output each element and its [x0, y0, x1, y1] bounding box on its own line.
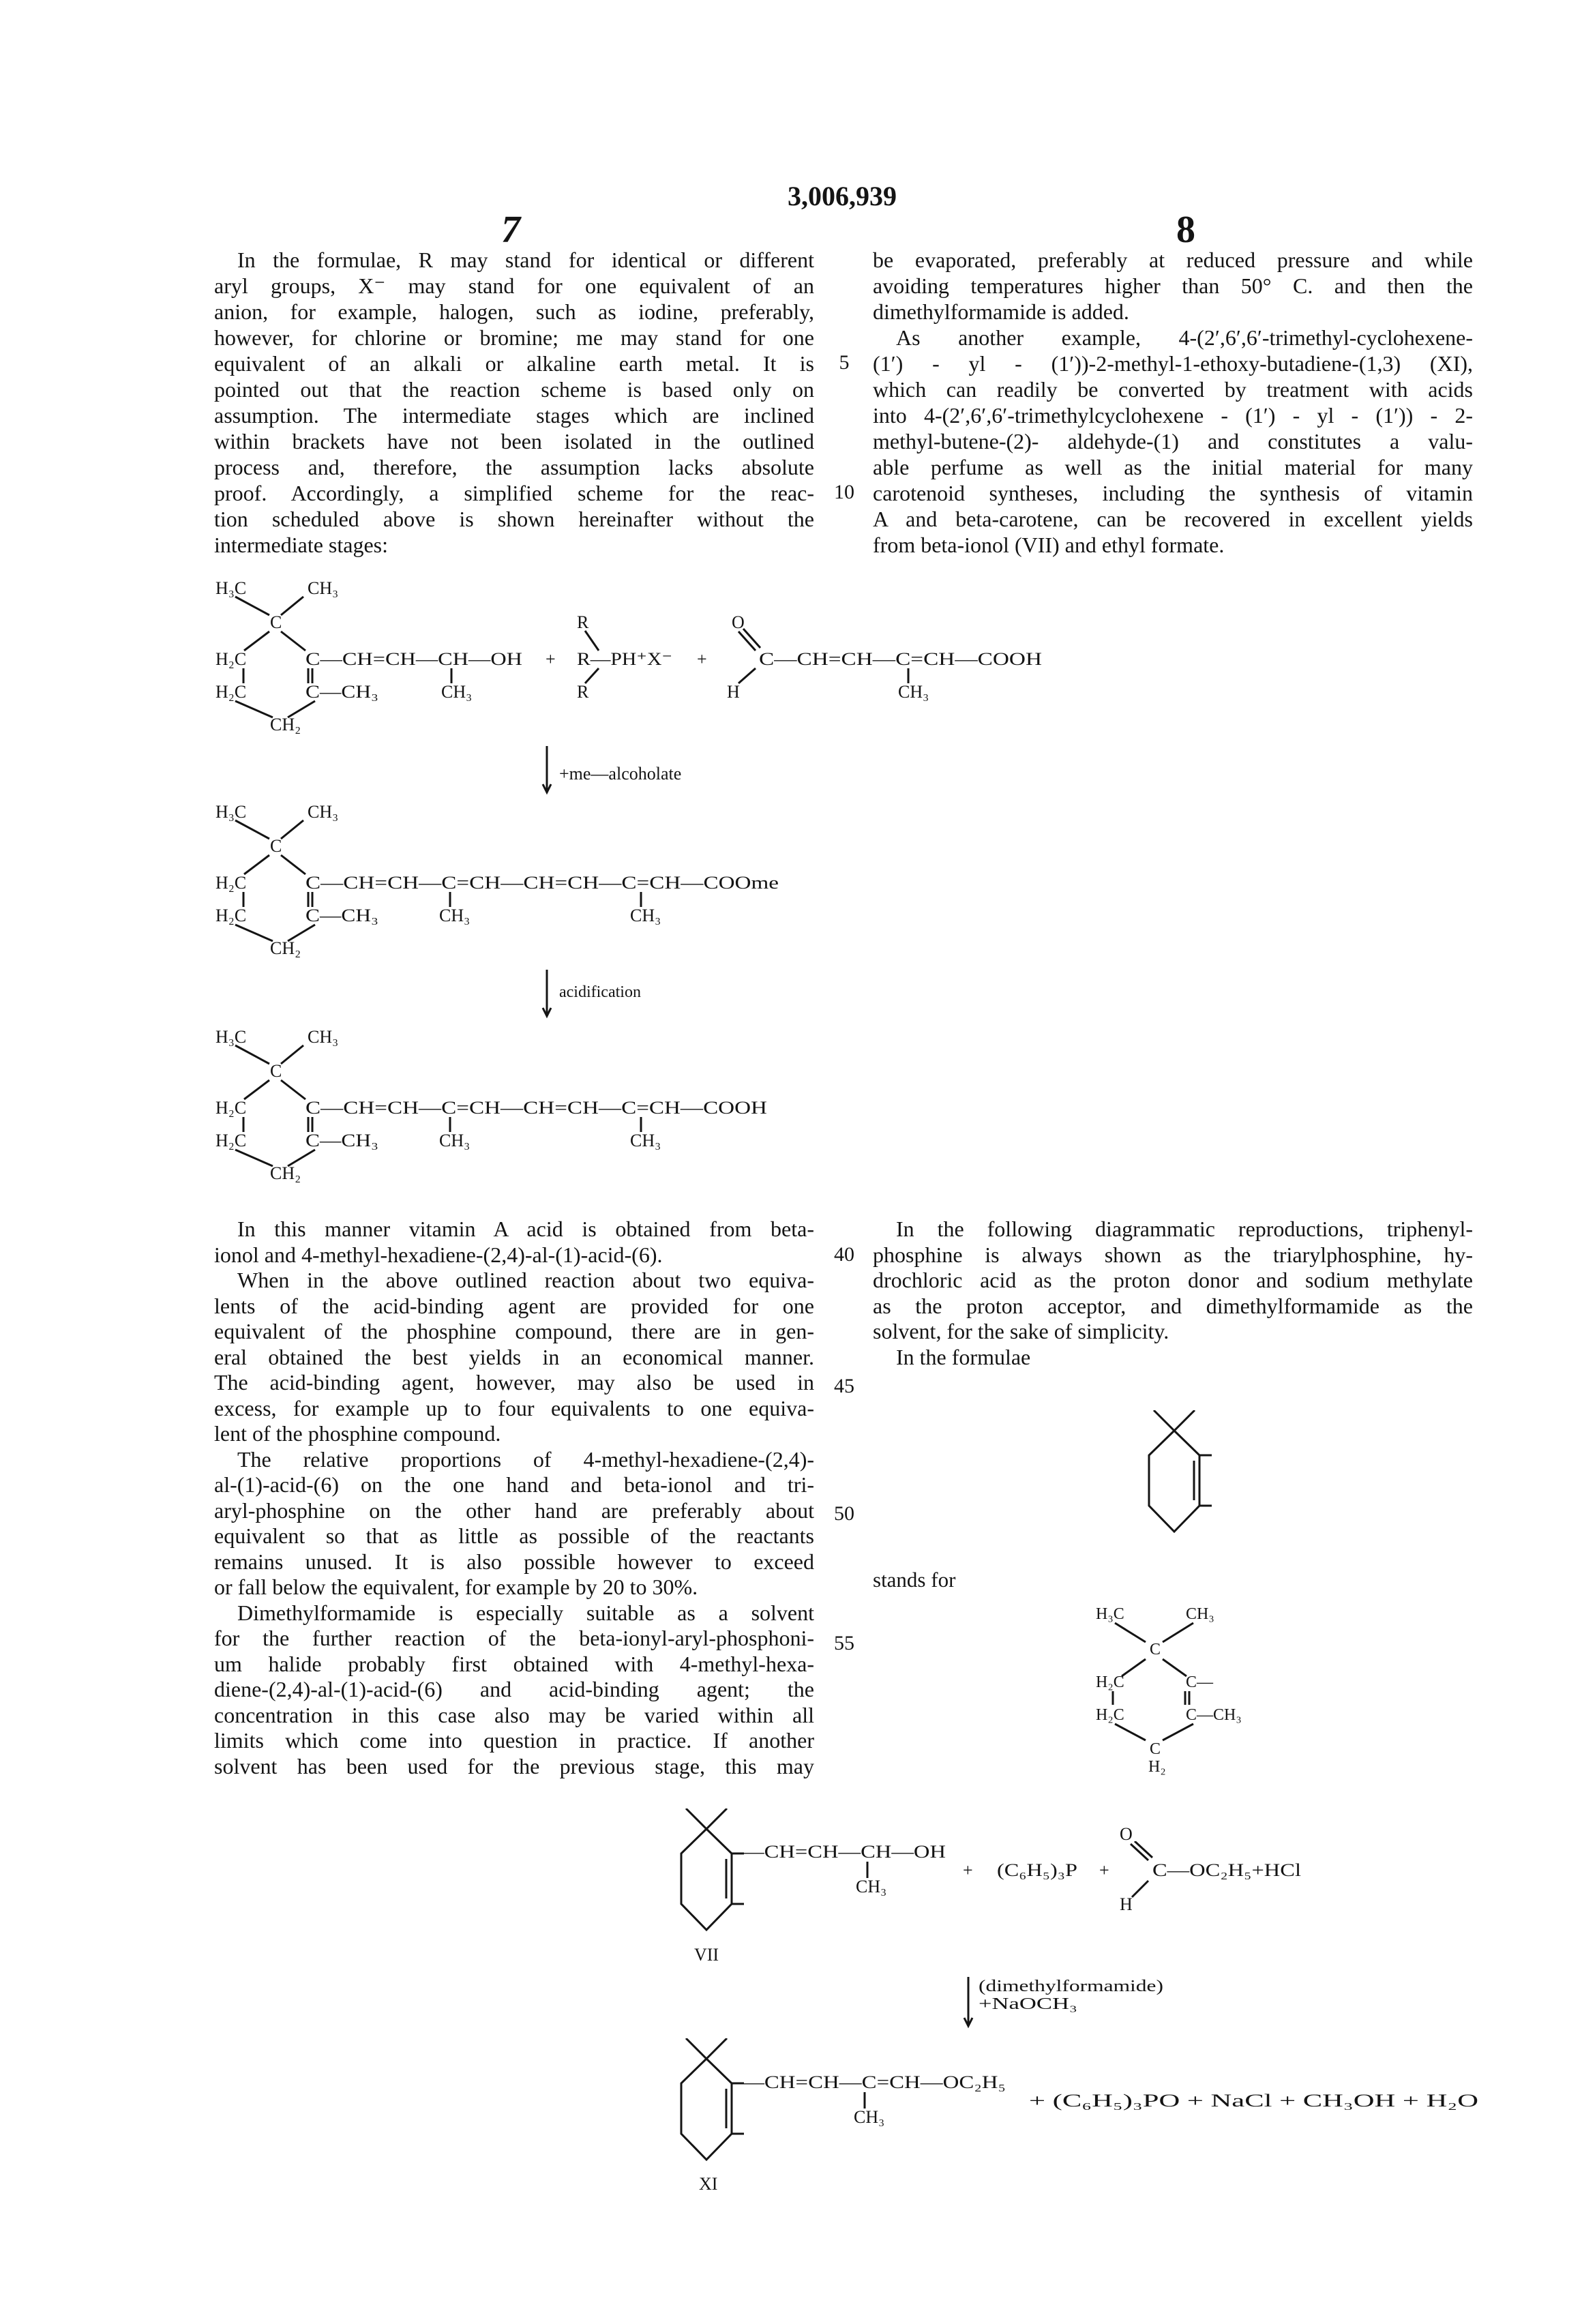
text-line: proof. Accordingly, a simplified scheme for the reac- [214, 480, 814, 506]
ring-ch2-upper: H₂C [1096, 1672, 1124, 1693]
text-line: methyl-butene-(2)- aldehyde-(1) and constitutes a valu- [873, 428, 1473, 454]
phosphonium-salt: R—PH⁺X⁻ [577, 649, 672, 670]
compound-label-xi: XI [699, 2174, 717, 2194]
reaction-arrow-3 [958, 1974, 979, 2036]
text-line: lent of the phosphine compound. [214, 1421, 814, 1447]
ester-polyene-chain: C—CH=CH—C=CH—CH=CH—C=CH—COOme [305, 873, 779, 893]
patent-page [0, 0, 1582, 2324]
text-line: In the formulae [873, 1345, 1473, 1371]
text-line: equivalent of an alkali or alkaline earth metal. It is [214, 351, 814, 376]
gem-methyl-left: H₃C [215, 802, 246, 822]
plus-sign: + [1099, 1860, 1109, 1881]
text-line: or fall below the equivalent, for example by 20 to 30%. [214, 1575, 814, 1600]
ethyl-formate-hcl: C—OC₂H₅+HCl [1152, 1860, 1301, 1881]
text-line: drochloric acid as the proton donor and sodium methylate [873, 1268, 1473, 1294]
ring-ch2-upper: H₂C [215, 1098, 246, 1118]
text-line: be evaporated, preferably at reduced pressure and while [873, 247, 1473, 273]
acid-polyene-chain: C—CH=CH—C=CH—CH=CH—C=CH—COOH [305, 1098, 767, 1118]
beta-ionol-methyl: CH₃ [856, 1877, 886, 1897]
chain-methyl-1: CH₃ [439, 906, 470, 926]
aldehyde-acid-chain: C—CH=CH—C=CH—COOH [759, 649, 1042, 670]
text-line: diene-(2,4)-al-(1)-acid-(6) and acid-binding agent; the [214, 1677, 814, 1703]
text-line: remains unused. It is also possible however to exceed [214, 1549, 814, 1575]
compound-label-vii: VII [694, 1945, 719, 1965]
ring-bottom-hydrogens: H₂ [1148, 1757, 1166, 1777]
aryl-r-bottom: R [577, 682, 588, 702]
line-number-40: 40 [831, 1243, 858, 1266]
text-line: avoiding temperatures higher than 50° C. and then the [873, 273, 1473, 299]
text-line: concentration in this case also may be varied within all [214, 1703, 814, 1729]
text-line: um halide probably first obtained with 4-methyl-hexa- [214, 1652, 814, 1678]
ring-ch2-lower: H₂C [215, 906, 246, 926]
plus-sign: + [963, 1860, 973, 1881]
text-line: intermediate stages: [214, 532, 814, 558]
text-line: (1′) - yl - (1′))-2-methyl-1-ethoxy-butadiene-(1,3) (XI), [873, 351, 1473, 376]
text-line: as the proton acceptor, and dimethylformamide as the [873, 1294, 1473, 1320]
reagent-alcoholate: +me—alcoholate [559, 764, 681, 784]
gem-methyl-left: H₃C [215, 1027, 246, 1047]
formate-hydrogen: H [1120, 1894, 1133, 1915]
text-line: into 4-(2′,6′,6′-trimethylcyclohexene - (1′) - yl - (1′)) - 2- [873, 402, 1473, 428]
text-line: process and, therefore, the assumption lacks absolute [214, 454, 814, 480]
triphenylphosphine: (C₆H₅)₃P [997, 1860, 1077, 1881]
text-line: A and beta-carotene, can be recovered in excellent yields [873, 506, 1473, 532]
text-line: within brackets have not been isolated in the outlined [214, 428, 814, 454]
gem-methyl-right: CH₃ [308, 578, 338, 599]
left-column-top [214, 247, 814, 558]
patent-number: 3,006,939 [788, 180, 897, 212]
text-line: In this manner vitamin A acid is obtained from beta- [214, 1217, 814, 1242]
ring-ch2-upper: H₂C [215, 649, 246, 670]
chain-methyl-1: CH₃ [439, 1131, 470, 1151]
plus-sign: + [546, 649, 556, 670]
xi-methyl: CH₃ [854, 2107, 884, 2128]
ring-c-bond: C— [1186, 1672, 1213, 1693]
formate-oxygen: O [1120, 1824, 1133, 1845]
plus-sign: + [697, 649, 707, 670]
expanded-ring-bonds [1064, 1589, 1268, 1780]
ring-c-methyl: C—CH₃ [305, 1131, 378, 1151]
aryl-r-top: R [577, 612, 588, 633]
right-page-number: 8 [1176, 208, 1195, 252]
text-line: which can readily be converted by treatment with acids [873, 376, 1473, 402]
ring-ch2-bottom: CH₂ [270, 938, 301, 959]
line-number-10: 10 [831, 481, 858, 504]
left-column-bottom [214, 1217, 814, 1779]
text-line: solvent, for the sake of simplicity. [873, 1319, 1473, 1345]
gem-methyl-right: CH₃ [1186, 1604, 1214, 1624]
base-sodium-methylate: +NaOCH₃ [979, 1994, 1077, 2014]
ring-bottom-carbon: C [1150, 1739, 1161, 1759]
text-line: lents of the acid-binding agent are provided for one [214, 1294, 814, 1320]
gem-methyl-right: CH₃ [308, 802, 338, 822]
quaternary-carbon: C [270, 612, 282, 633]
line-number-50: 50 [831, 1502, 858, 1525]
text-line: In the following diagrammatic reproductions, triphenyl- [873, 1217, 1473, 1242]
ring-c-methyl: C—CH₃ [1186, 1705, 1242, 1725]
text-line: aryl groups, X⁻ may stand for one equivalent of an [214, 273, 814, 299]
text-line: The acid-binding agent, however, may also be used in [214, 1370, 814, 1396]
line-number-55: 55 [831, 1632, 858, 1655]
acid-methyl: CH₃ [898, 682, 929, 702]
gem-methyl-right: CH₃ [308, 1027, 338, 1047]
text-line: dimethylformamide is added. [873, 299, 1473, 325]
beta-ionol-ring-icon [675, 1808, 745, 1931]
text-line: from beta-ionol (VII) and ethyl formate. [873, 532, 1473, 558]
ring-ch2-lower: H₂C [1096, 1705, 1124, 1725]
text-line: aryl-phosphine on the other hand are preferably about [214, 1498, 814, 1524]
chain-methyl: CH₃ [441, 682, 472, 702]
ring-ch2-upper: H₂C [215, 873, 246, 893]
stands-for-label: stands for [873, 1568, 955, 1592]
right-column-top [873, 247, 1473, 558]
trimethylcyclohexene-ring-icon [1143, 1410, 1212, 1533]
text-line: anion, for example, halogen, such as iodine, preferably, [214, 299, 814, 325]
aldehyde-oxygen: O [732, 612, 745, 633]
gem-methyl-left: H₃C [1096, 1604, 1124, 1624]
text-line: limits which come into question in practice. If another [214, 1728, 814, 1754]
ring-c-methyl: C—CH₃ [305, 682, 378, 702]
text-line: solvent has been used for the previous stage, this may [214, 1754, 814, 1780]
aldehyde-hydrogen: H [727, 682, 740, 702]
text-line: As another example, 4-(2′,6′,6′-trimethyl-cyclohexene- [873, 325, 1473, 351]
text-line: In the formulae, R may stand for identical or different [214, 247, 814, 273]
line-number-45: 45 [831, 1375, 858, 1398]
text-line: able perfume as well as the initial material for many [873, 454, 1473, 480]
text-line: excess, for example up to four equivalents to one equiva- [214, 1396, 814, 1422]
text-line: carotenoid syntheses, including the synthesis of vitamin [873, 480, 1473, 506]
text-line: When in the above outlined reaction about two equiva- [214, 1268, 814, 1294]
gem-methyl-left: H₃C [215, 578, 246, 599]
reagent-acidification: acidification [559, 982, 641, 1002]
text-line: assumption. The intermediate stages which are inclined [214, 402, 814, 428]
solvent-dimethylformamide: (dimethylformamide) [979, 1976, 1163, 1997]
quaternary-carbon: C [270, 1061, 282, 1082]
ethoxy-butadiene-chain: —CH=CH—C=CH—OC₂H₅ [742, 2072, 1006, 2093]
ring-c-methyl: C—CH₃ [305, 906, 378, 926]
quaternary-carbon: C [270, 836, 282, 856]
text-line: equivalent of the phosphine compound, there are in gen- [214, 1319, 814, 1345]
xi-ring-icon [675, 2038, 745, 2161]
text-line: tion scheduled above is shown hereinafter without the [214, 506, 814, 532]
chain-methyl-2: CH₃ [630, 1131, 661, 1151]
text-line: al-(1)-acid-(6) on the one hand and beta-ionol and tri- [214, 1472, 814, 1498]
ring-ch2-lower: H₂C [215, 682, 246, 702]
ring-ch2-bottom: CH₂ [270, 1163, 301, 1184]
text-line: however, for chlorine or bromine; me may stand for one [214, 325, 814, 351]
line-number-5: 5 [831, 351, 858, 374]
reaction-byproducts: + (C₆H₅)₃PO + NaCl + CH₃OH + H₂O [1029, 2091, 1478, 2111]
quaternary-carbon: C [1150, 1639, 1161, 1660]
reaction-arrow-2 [535, 967, 563, 1022]
chain-methyl-2: CH₃ [630, 906, 661, 926]
left-page-number: 7 [501, 208, 520, 252]
text-line: Dimethylformamide is especially suitable as a solvent [214, 1600, 814, 1626]
text-line: eral obtained the best yields in an economical manner. [214, 1345, 814, 1371]
text-line: pointed out that the reaction scheme is based only on [214, 376, 814, 402]
ring-ch2-bottom: CH₂ [270, 715, 301, 735]
ring-ch2-lower: H₂C [215, 1131, 246, 1151]
ionol-side-chain: C—CH=CH—CH—OH [305, 649, 522, 670]
text-line: phosphine is always shown as the triarylphosphine, hy- [873, 1242, 1473, 1268]
text-line: The relative proportions of 4-methyl-hexadiene-(2,4)- [214, 1447, 814, 1473]
text-line: for the further reaction of the beta-ionyl-aryl-phosphoni- [214, 1626, 814, 1652]
beta-ionol-chain: —CH=CH—CH—OH [742, 1842, 946, 1862]
text-line: equivalent so that as little as possible of the reactants [214, 1523, 814, 1549]
text-line: ionol and 4-methyl-hexadiene-(2,4)-al-(1)-acid-(6). [214, 1242, 814, 1268]
right-column-bottom [873, 1217, 1473, 1370]
